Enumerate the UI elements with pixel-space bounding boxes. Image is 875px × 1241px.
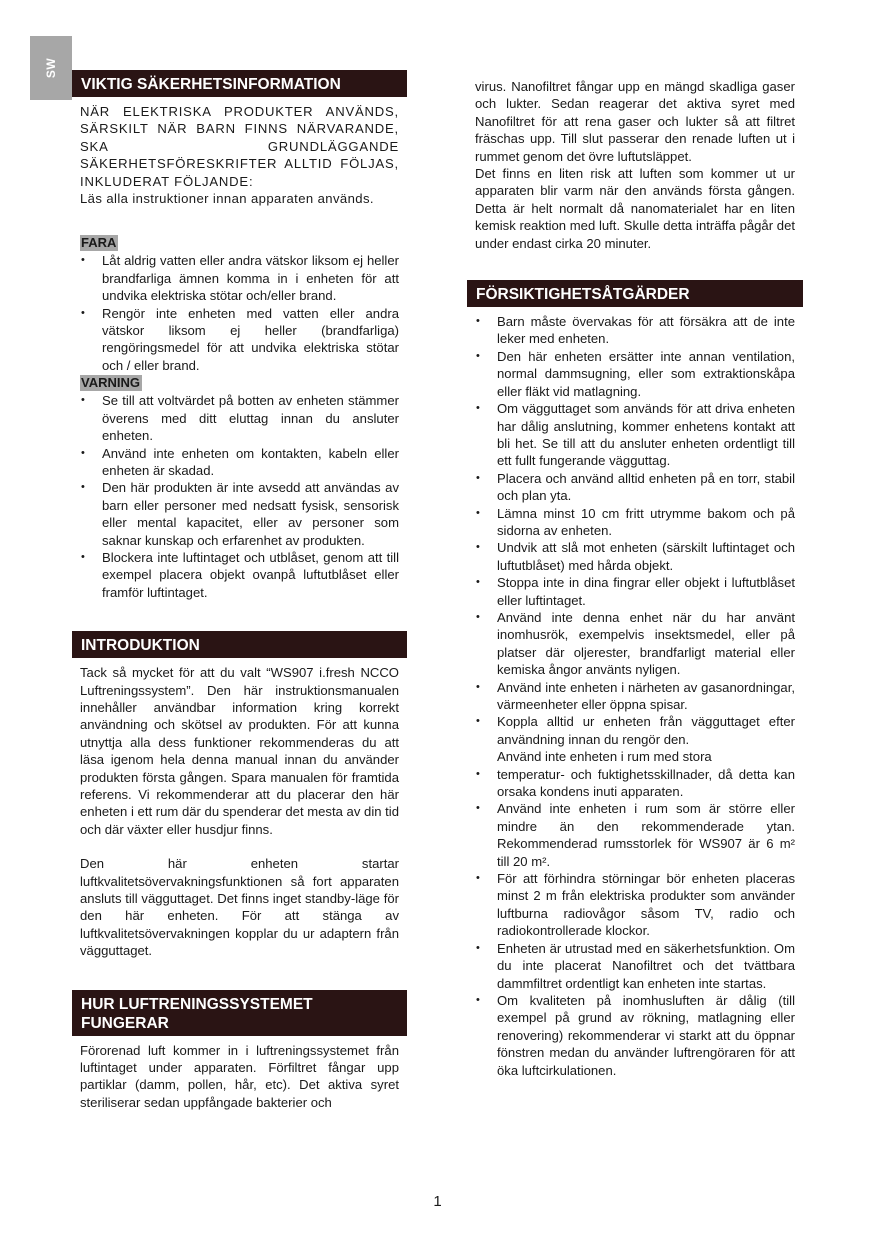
- language-tab: [30, 36, 72, 100]
- page-number: 1: [433, 1193, 442, 1210]
- precaution-item: • Använd inte enheten i närheten av gasanordningar, värmeenheter eller öppna spisar.: [475, 679, 795, 714]
- introduction-paragraph: Den här enheten startar luftkvalitetsövervakningsfunktionen så fort apparaten ansluts till vägguttaget. Det finns inget standby-läge för den här enheten. För att stänga av luftkvalitetsövervakningen kopplar du ur adaptern från vägguttaget.: [80, 856, 399, 959]
- warning-item: • Den här produkten är inte avsedd att användas av barn eller personer med nedsatt fysisk, sensorisk eller mental kapacitet, eller av personer som saknar kunskap och erfarenhet av produkten.: [80, 479, 399, 549]
- warning-label: VARNING: [81, 375, 140, 391]
- danger-item: • Låt aldrig vatten eller andra vätskor liksom ej heller brandfarliga ämnen komma in i enheten för att undvika elektriska stötar och/eller brand.: [80, 252, 399, 304]
- danger-label: FARA: [81, 235, 117, 251]
- safety-heading: VIKTIG SÄKERHETSINFORMATION: [72, 70, 407, 97]
- left-column: [72, 70, 407, 1111]
- how-it-works-heading: HUR LUFTRENINGSSYSTEMET FUNGERAR: [72, 990, 407, 1036]
- precaution-item: • Den här enheten ersätter inte annan ventilation, normal dammsugning, eller som extraktionskåpa eller fläkt vid matlagning.: [475, 348, 795, 400]
- warning-item: • Blockera inte luftintaget och utblåset, genom att till exempel placera objekt ovanpå luftutblåset eller framför luftintaget.: [80, 549, 399, 601]
- precaution-item: • Barn måste övervakas för att försäkra att de inte leker med enheten.: [475, 313, 795, 348]
- introduction-paragraph: Tack så mycket för att du valt “WS907 i.fresh NCCO Luftreningssystem”. Den här instruktionsmanualen innehåller användbar information kring korrekt användning och skötsel av produkten. För att kunna utnyttja alla dess funktioner rekommenderas du att läsa igenom hela denna manual innan du använder produkten första gången. Spara manualen för framtida referens. Vi rekommenderar att du placerar den här enheten i ett rum där du spenderar det mesta av din tid och där växter eller husdjur finns.: [80, 665, 399, 837]
- precaution-item: • Enheten är utrustad med en säkerhetsfunktion. Om du inte placerat Nanofiltret och det tvättbara dammfiltret ordentligt kan enheten inte startas.: [475, 940, 795, 992]
- precaution-item: • Koppla alltid ur enheten från vägguttaget efter användning innan du rengör den.: [475, 713, 795, 748]
- precaution-item: • Använd inte denna enhet när du har använt inomhusrök, exempelvis insektsmedel, eller på platser där oljerester, brandfarligt material eller kemiska ångor använts nyligen.: [475, 609, 795, 679]
- how-it-works-paragraph: Det finns en liten risk att luften som kommer ut ur apparaten blir varm när den används första gången. Detta är helt normalt då nanomaterialet har en liten kemisk reaktion med luft. Skulle detta inträffa pågår det under endast cirka 20 minuter.: [475, 166, 795, 251]
- precautions-heading: FÖRSIKTIGHETSÅTGÄRDER: [467, 280, 803, 307]
- precaution-item: • Stoppa inte in dina fingrar eller objekt i luftutblåset eller luftintaget.: [475, 574, 795, 609]
- warning-item: • Se till att voltvärdet på botten av enheten stämmer överens med ditt eluttag innan du ansluter enheten.: [80, 392, 399, 444]
- safety-intro-read: Läs alla instruktioner innan apparaten används.: [80, 191, 374, 207]
- how-it-works-paragraph: Förorenad luft kommer in i luftreningssystemet från luftintaget under apparaten. Förfiltret fångar upp partiklar (damm, pollen, hår, etc). Det aktiva syret steriliserar sedan uppfångade bakterier och: [80, 1042, 399, 1110]
- danger-list: [72, 252, 407, 374]
- precaution-item: • Undvik att slå mot enheten (särskilt luftintaget och luftutblåset) med hårda objekt.: [475, 539, 795, 574]
- precaution-item: • Lämna minst 10 cm fritt utrymme bakom och på sidorna av enheten.: [475, 505, 795, 540]
- precaution-item: • För att förhindra störningar bör enheten placeras minst 2 m från elektriska produkter som använder luftburna radiovågor såsom TV, radio och radiokontrollerade klockor.: [475, 870, 795, 940]
- warning-item: • Använd inte enheten om kontakten, kabeln eller enheten är skadad.: [80, 445, 399, 480]
- precaution-item: • Använd inte enheten i rum som är större eller mindre än den rekommenderade ytan. Rekommenderad rumsstorlek för WS907 är 6 m² till 20 m².: [475, 800, 795, 870]
- safety-intro-caps: NÄR ELEKTRISKA PRODUKTER ANVÄNDS, SÄRSKILT NÄR BARN FINNS NÄRVARANDE, SKA GRUNDLÄGGANDE SÄKERHETSFÖRESKRIFTER ALLTID FÖLJAS, INKLUDERAT FÖLJANDE:: [80, 104, 399, 189]
- precaution-item: • Om vägguttaget som används för att driva enheten har dålig anslutning, kommer enhetens kontakt att bli het. Se till att du ansluter enheten ordentligt till ett fullt fungerande vägguttag.: [475, 400, 795, 470]
- precautions-list: [467, 313, 803, 1079]
- precaution-item: • Placera och använd alltid enheten på en torr, stabil och plan yta.: [475, 470, 795, 505]
- precaution-item: • Om kvaliteten på inomhusluften är dålig (till exempel på grund av rökning, matlagning eller renovering) rekommenderar vi starkt att du öppnar fönstren medan du använder luftrengöraren för att öka luftcirkulationen.: [475, 992, 795, 1079]
- right-column: [467, 78, 803, 1079]
- danger-item: • Rengör inte enheten med vatten eller andra vätskor liksom ej heller (brandfarliga) rengöringsmedel för att undvika elektriska stötar och / eller brand.: [80, 305, 399, 375]
- how-it-works-paragraph: virus. Nanofiltret fångar upp en mängd skadliga gaser och lukter. Sedan reagerar det aktiva syret med Nanofiltret för att rena gaser och lukter så att filtret fräschas upp. Till slut passerar den renade luften ut i rummet genom det övre luftutsläppet.: [475, 79, 795, 164]
- introduction-heading: INTRODUKTION: [72, 631, 407, 658]
- precaution-item: • temperatur- och fuktighetsskillnader, då detta kan orsaka kondens inuti apparaten.: [475, 766, 795, 801]
- language-code: SW: [44, 57, 58, 79]
- precaution-continuation: Använd inte enheten i rum med stora: [497, 749, 712, 765]
- warning-list: [72, 392, 407, 601]
